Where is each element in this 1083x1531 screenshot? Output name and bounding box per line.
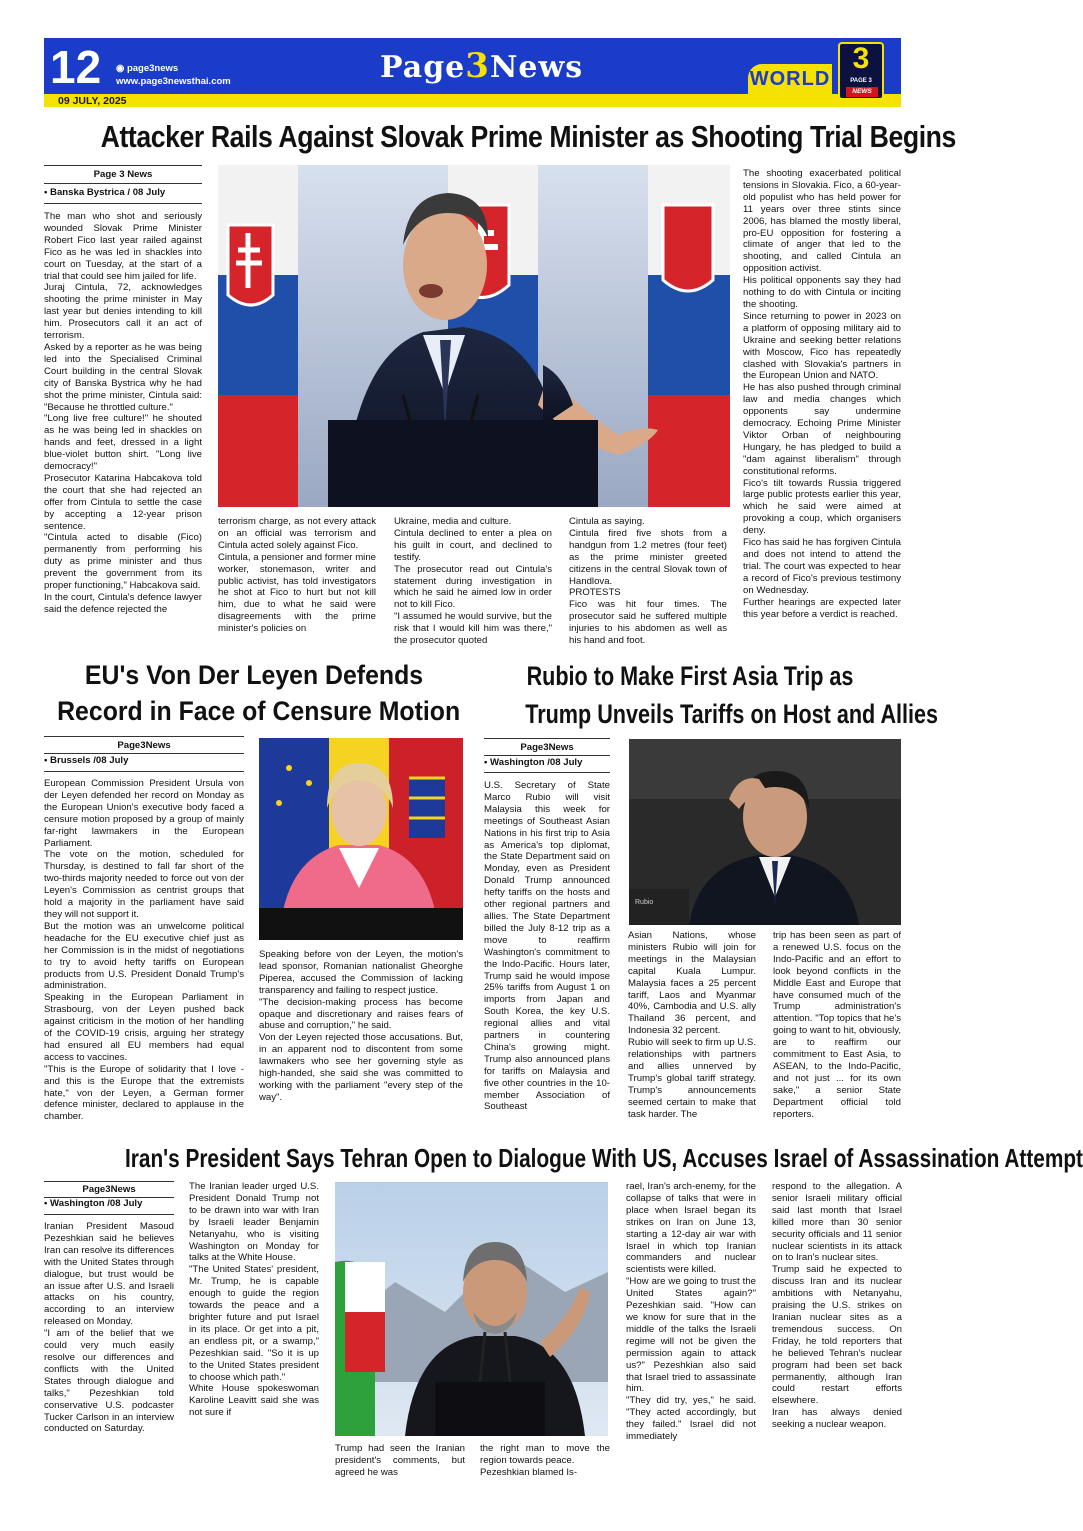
rubio-col-1: U.S. Secretary of State Marco Rubio will visit Malaysia this week for meetings of Southeast Asian Nations in his first trip to Asia as America's top diplomat, the State Department said on Monday, even as President Donald Trump announced hefty tariffs on the hosts and other regional partners and allies. The State Department billed the July 8-12 trip as a move to reaffirm Washington's commitment to the Indo-Pacific. Hours later, Trump said he would impose 25% tariffs from August 1 on imports from Japan and South Korea, the key U.S. regional allies and vital partners in countering China's growing might. Trump also announced plans for tariffs on Malaysia and five other countries in the 10-member Association of Southeast <box>484 780 610 1113</box>
von-der-leyen-image <box>259 738 463 940</box>
social-handle: page3news <box>126 63 179 74</box>
page-number: 12 <box>50 41 102 93</box>
rubio-dateline: • Washington /08 July <box>484 754 610 771</box>
iran-col-3: Trump had seen the Iranian president's comments, but agreed he was <box>335 1443 465 1478</box>
eu-dateline: • Brussels /08 July <box>44 752 244 769</box>
website-link[interactable]: www.page3newsthai.com <box>116 76 231 87</box>
masthead-post: News <box>489 50 584 85</box>
slovakia-dateline: • Banska Bystrica / 08 July <box>44 184 202 201</box>
slovakia-col-1: The man who shot and seriously wounded Slovak Prime Minister Robert Fico last year railed against Fico as he was led in shackles into court on Tuesday, at the start of a trial that could see him jailed for life. Juraj Cintula, 72, acknowledges shooting the prime minister in May last year but denies intending to kill him. Prosecutors call it an act of terrorism. Asked by a reporter as he was being led into the Specialised Criminal Court building in the central Slovak city of Banska Bystrica why he had shot the prime minister, Cintula said: "Because he throttled culture." "Long live free culture!" he shouted as he was being led in shackles on hands and feet, dressed in a light blue-violet button shirt. "Long live democracy!" Prosecutor Katarina Habcakova told the court that she had rejected an offer from Cintula to settle the case by accepting a 12-year prison sentence. "Cintula acted to disable (Fico) permanently from performing his duty as prime minister and thus prevent the government from its proper functioning," Habcakova said. In the court, Cintula's defence lawyer said the defence rejected the <box>44 211 202 615</box>
masthead-pre: Page <box>380 50 466 85</box>
divider <box>44 771 244 772</box>
web-info <box>116 62 231 88</box>
iran-col-2: The Iranian leader urged U.S. President Donald Trump not to be drawn into war with Iran by Israeli leader Benjamin Netanyahu, who is visiting Washington on Monday for talks at the White House. "The United States' president, Mr. Trump, he is capable enough to guide the region towards the peace and a brighter future and put Israel in its place. Or get into a pit, an endless pit, or a swamp," Pezeshkian said. "So it is up to the United States president to choose which path." White House spokeswoman Karoline Leavitt said she was not sure if <box>189 1181 319 1419</box>
social-icon: ◉ <box>116 63 127 74</box>
eu-headline-line-1: EU's Von Der Leyen Defends <box>84 660 424 690</box>
pezeshkian-photo <box>335 1182 608 1436</box>
slovakia-col-3: Ukraine, media and culture. Cintula declined to enter a plea on his guilt in court, and declined to testify. The prosecutor read out Cintula's statement during investigation in which he said he aimed low in order not to kill Fico. "I assumed he would survive, but the risk that I would kill him was there," the prosecutor quoted <box>394 516 552 647</box>
masthead-number: 3 <box>465 46 490 86</box>
rubio-headline-line-2: Trump Unveils Tariffs on Host and Allies <box>525 699 939 729</box>
rubio-nameplate: Rubio <box>635 899 654 906</box>
iran-col-6: respond to the allegation. A senior Israeli military official said last month that Israel killed more than 30 senior security officials and 11 senior nuclear scientists in its attack on to Iran's nuclear sites. Trump said he expected to discuss Iran and its nuclear ambitions with Netanyahu, praising the U.S. strikes on Iranian nuclear sites as a tremendous success. On Friday, he told reporters that he believed Tehran's nuclear program had been set back permanently, although Iran could restart efforts elsewhere. Iran has always denied seeking a nuclear weapon. <box>772 1181 902 1431</box>
slovakia-headline: Attacker Rails Against Slovak Prime Minister as Shooting Trial Begins <box>100 119 956 154</box>
fico-image <box>218 165 730 507</box>
divider <box>44 203 202 204</box>
rubio-col-2: Asian Nations, whose ministers Rubio will join for meetings in the Malaysian capital Kuala Lumpur. Malaysia faces a 25 percent tariff, Laos and Myanmar 40%, Cambodia and U.S. ally Thailand 36 percent, and Indonesia 32 percent. Rubio will seek to firm up U.S. relationships with partners and allies unnerved by Trump's global tariff strategy. Trump's announcements seemed certain to make that task harder. The <box>628 930 756 1120</box>
date-bar <box>44 94 901 107</box>
eu-col-1: European Commission President Ursula von der Leyen defended her record on Monday as the European Union's executive body faced a censure motion proposed by a group of mainly far-right lawmakers in the European Parliament. The vote on the motion, scheduled for Thursday, is destined to fall far short of the two-thirds majority needed to force out von der Leyen's Commission as centrist groups that hold a majority in the parliament have said they will not support it. But the motion was an unwelcome political headache for the EU executive chief just as her Commission is in the midst of negotiations to try to avoid hefty tariffs on European products from U.S. President Donald Trump's administration. Speaking in the European Parliament in Strasbourg, von der Leyen pushed back against criticism in the motion of her handling of the COVID-19 crisis, arguing her strategy had ensured all EU members had equal access to vaccines. "This is the Europe of solidarity that I love - and this is the Europe that the extremists hate," von der Leyen, a German former defence minister, declared to applause in the chamber. <box>44 778 244 1123</box>
eu-source: Page3News <box>117 740 171 751</box>
iran-headline: Iran's President Says Tehran Open to Dialogue With US, Accuses Israel of Assassination Attempt <box>125 1143 1083 1173</box>
eu-headline <box>57 657 461 729</box>
section-label: WORLD <box>748 64 832 94</box>
rubio-headline <box>525 657 939 733</box>
logo-text: PAGE 3 <box>850 78 872 84</box>
iran-source: Page3News <box>82 1184 136 1195</box>
rubio-col-3: trip has been seen as part of a renewed U.S. focus on the Indo-Pacific and an effort to look beyond conflicts in the Middle East and Europe that have consumed much of the Trump administration's attention. "Top topics that he's going to want to hit, obviously, are to reaffirm our commitment to East Asia, to ASEAN, to the Indo-Pacific, and not just ... for its own sake," a senior State Department official told reporters. <box>773 930 901 1120</box>
logo-sub: NEWS <box>846 87 878 97</box>
von-der-leyen-photo <box>259 738 463 940</box>
issue-date: 09 JULY, 2025 <box>58 95 127 107</box>
eu-headline-line-2: Record in Face of Censure Motion <box>57 696 461 726</box>
iran-col-4: the right man to move the region towards peace. Pezeshkian blamed Is- <box>480 1443 610 1478</box>
iran-col-1: Iranian President Masoud Pezeshkian said he believes Iran can resolve its differences with the United States through dialogue, but trust would be an issue after U.S. and Israeli attacks on his country, according to an interview released on Monday. "I am of the belief that we could very much easily resolve our differences and conflicts with the United States through dialogue and talks," Pezeshkian told conservative U.S. podcaster Tucker Carlson in an interview conducted on Saturday. <box>44 1221 174 1435</box>
masthead <box>380 44 584 88</box>
rubio-source: Page3News <box>520 742 574 753</box>
pezeshkian-image <box>335 1182 608 1436</box>
slovakia-source: Page 3 News <box>93 169 153 180</box>
iran-col-5: rael, Iran's arch-enemy, for the collapse of talks that were in place when Israel began its strikes on Iran on June 13, starting a 12-day air war with Israel in which top Iranian commanders and nuclear scientists were killed. "How are we going to trust the United States again?" Pezeshkian said. "How can we know for sure that in the middle of the talks the Israeli regime will not be given the permission again to attack us?" Pezeshkian also said that Israel tried to assassinate him. "They did try, yes," he said. "They acted accordingly, but they failed." Israel did not immediately <box>626 1181 756 1443</box>
logo-digit: 3 <box>852 42 870 75</box>
iran-dateline: • Washington /08 July <box>44 1195 174 1212</box>
fico-photo <box>218 165 730 507</box>
rubio-photo <box>629 739 901 925</box>
slovakia-col-2: terrorism charge, as not every attack on an official was terrorism and Cintula acted solely against Fico. Cintula, a pensioner and former mine worker, stonemason, writer and public activist, has told investigators he shot at Fico to hurt but not kill him, due to what he said were disagreements with the prime minister's policies on <box>218 516 376 635</box>
divider <box>484 772 610 773</box>
eu-col-2: Speaking before von der Leyen, the motion's lead sponsor, Romanian nationalist Gheorghe Piperea, accused the Commission of lacking transparency and failing to respect justice. "The decision-making process has become opaque and discretionary and raises fears of abuse and corruption," he said. Von der Leyen rejected those accusations. But, in an apparent nod to discontent from some lawmakers who see her governing style as high-handed, she said she was committed to working with the parliament "every step of the way". <box>259 949 463 1103</box>
rubio-headline-line-1: Rubio to Make First Asia Trip as <box>526 661 854 691</box>
slovakia-col-5: The shooting exacerbated political tensions in Slovakia. Fico, a 60-year-old populist who has held power for 11 years over three stints since 2006, has blamed the mostly liberal, pro-EU opposition for fostering a climate of anger that led to the shooting, and called Cintula an opposition activist. His political opponents say they had nothing to do with Cintula or inciting the shooting. Since returning to power in 2023 on a platform of opposing military aid to Ukraine and seeking better relations with Moscow, Fico has repeatedly clashed with Slovakia's partners in the European Union and NATO. He has also pushed through criminal law and media changes which opponents say undermine democracy. Echoing Prime Minister Viktor Orban of neighbouring Hungary, he has pledged to build a "dam against liberalism" through constitutional reforms. Fico's tilt towards Russia triggered large public protests earlier this year, which he said were aimed at provoking a coup, which organisers deny. Fico has said he has forgiven Cintula and does not intend to attend the trial. The court was expected to hear a record of Fico's previous testimony on Wednesday. Further hearings are expected later this year before a verdict is reached. <box>743 168 901 620</box>
divider <box>44 1214 174 1215</box>
slovakia-col-4: Cintula as saying. Cintula fired five shots from a handgun from 1.2 metres (four feet) as the prime minister greeted citizens in the central Slovak town of Handlova. PROTESTS Fico was hit four times. The prosecutor said he suffered multiple injuries to his abdomen as well as his hand and foot. <box>569 516 727 647</box>
brand-logo <box>838 42 884 100</box>
rubio-image <box>629 739 901 925</box>
